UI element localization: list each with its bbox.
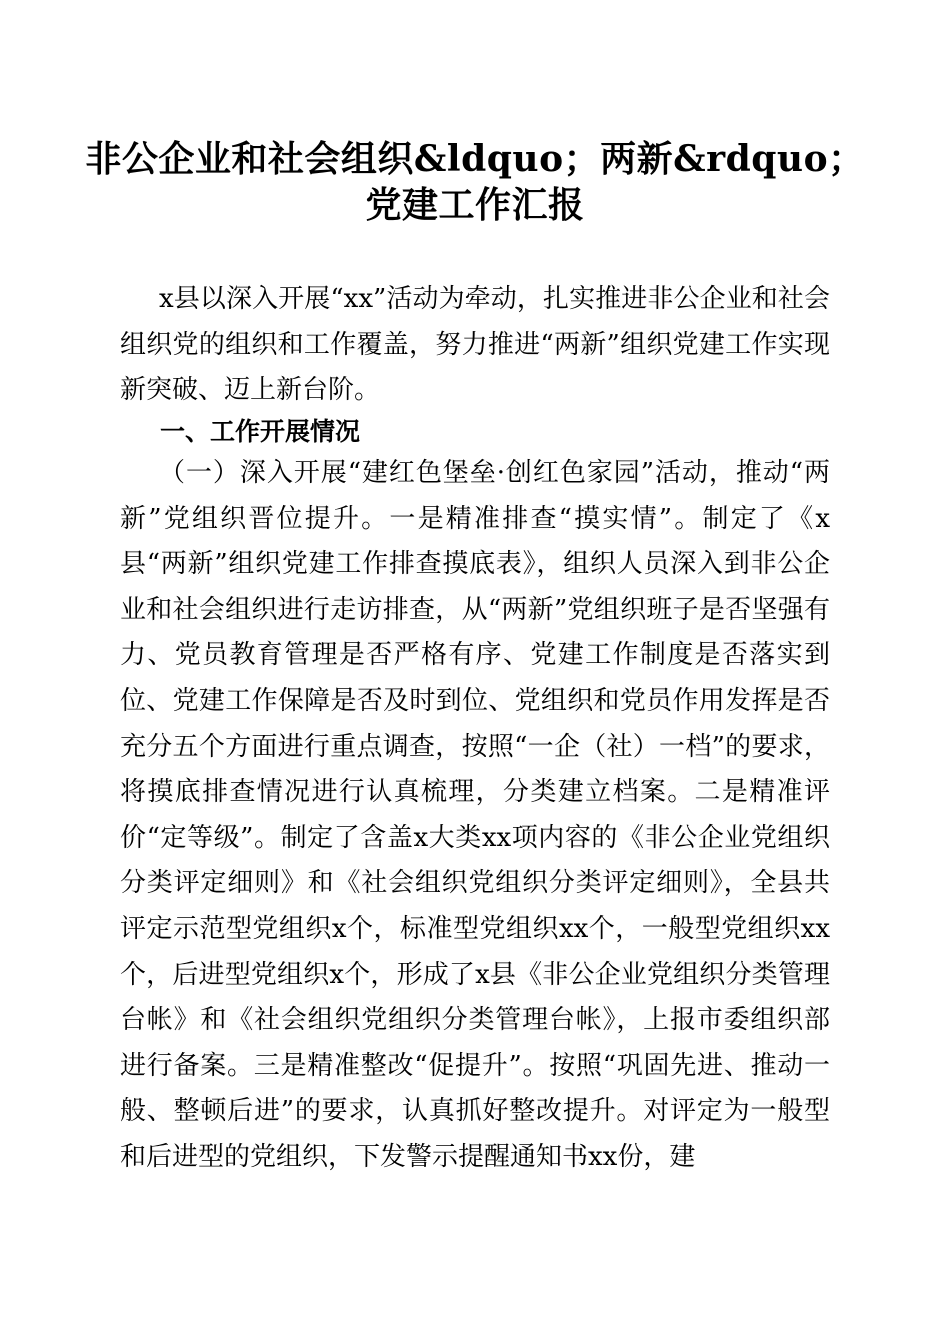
subsection-lead: （一）深入开展“建红色堡垒·创红色家园”活动，推动“两新”党组织晋位提升。 xyxy=(120,458,830,534)
document-title-line-2: 党建工作汇报 xyxy=(365,184,585,226)
document-title-line-1: 非公企业和社会组织&ldquo；两新&rdquo； xyxy=(85,138,865,180)
section-heading: 一、工作开展情况 xyxy=(160,417,361,446)
subsection-paragraph xyxy=(120,451,830,1181)
subsection-body: 一是精准排查“摸实情”。制定了《x县“两新”组织党建工作排查摸底表》，组织人员深入到非公企业和社会组织进行走访排查，从“两新”党组织班子是否坚强有力、党员教育管理是否严格有序、党建工作制度是否落实到位、党建工作保障是否及时到位、党组织和党员作用发挥是否充分五个方面进行重点调查，按照“一企（社）一档”的要求，将摸底排查情况进行认真梳理，分类建立档案。二是精准评价“定等级”。制定了含盖x大类xx项内容的《非公企业党组织分类评定细则》和《社会组织党组织分类评定细则》，全县共评定示范型党组织x个，标准型党组织xx个，一般型党组织xx个，后进型党组织x个，形成了x县《非公企业党组织分类管理台帐》和《社会组织党组织分类管理台帐》，上报市委组织部进行备案。三是精准整改“促提升”。按照“巩固先进、推动一般、整顿后进”的要求，认真抓好整改提升。对评定为一般型和后进型的党组织，下发警示提醒通知书xx份，建 xyxy=(120,503,830,1172)
intro-paragraph: x县以深入开展“xx”活动为牵动，扎实推进非公企业和社会组织党的组织和工作覆盖，努力推进“两新”组织党建工作实现新突破、迈上新台阶。 xyxy=(120,284,830,406)
